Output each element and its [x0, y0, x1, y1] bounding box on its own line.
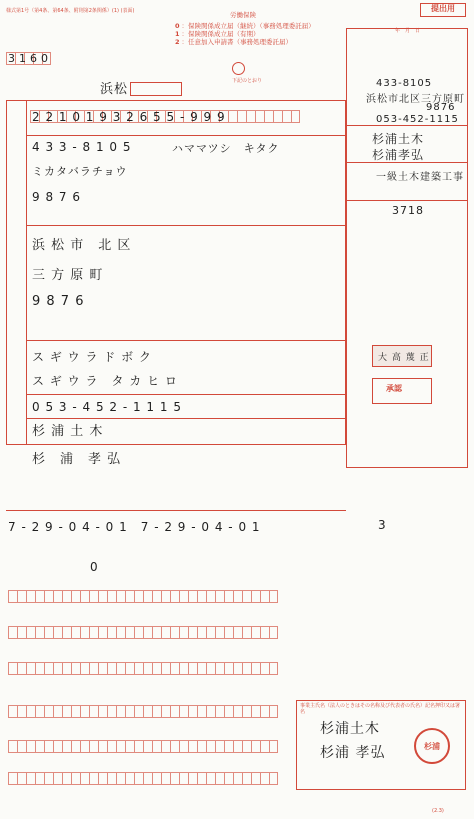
option-0: 0 ：保険関係成立届（継続）（事務処理委託届）: [175, 22, 315, 30]
empty-row-5: [8, 740, 278, 753]
option-2: 2 ：任意加入申請書（事務処理委託届）: [175, 38, 293, 46]
circle-mark: [232, 62, 245, 75]
date-row: 7 - 2 9 - 0 4 - 0 1 7 - 2 9 - 0 4 - 0 1: [8, 520, 261, 534]
approval-stamp-text: 承認: [386, 384, 402, 393]
name-person: 杉 浦 孝 弘: [32, 452, 122, 467]
phone-number: 0 5 3 - 4 5 2 - 1 1 1 5: [32, 400, 182, 414]
option-1: 1 ：保険関係成立届（有期）: [175, 30, 260, 38]
empty-row-6: [8, 772, 278, 785]
date-label: 年 月 日: [395, 28, 421, 34]
empty-row-3: [8, 662, 278, 675]
right-number: 9876: [426, 102, 456, 113]
approval-stamp: [372, 378, 432, 404]
digit-three: 3: [378, 518, 387, 532]
postal-code: 4 3 3 - 8 1 0 5: [32, 140, 132, 154]
address-town: 三 方 原 町: [32, 268, 104, 283]
empty-row-2: [8, 626, 278, 639]
right-person: 杉浦孝弘: [372, 148, 425, 162]
right-postal: 433-8105: [376, 78, 433, 89]
form-number: 様式第1号（第4条、第64条、附則第2条関係）(1) (表面): [6, 8, 135, 14]
empty-row-4: [8, 705, 278, 718]
owner-label: 事業主氏名（法人のときはその名称及び代表者の氏名）記名押印又は署名: [300, 703, 461, 715]
kana-town: ミカタバラチョウ: [32, 165, 128, 178]
digit-zero: 0: [90, 560, 99, 574]
owner-person: 杉浦 孝弘: [320, 745, 386, 761]
note-text: 下記のとおり: [232, 78, 263, 84]
right-business: 一級土木建築工事: [376, 172, 464, 183]
right-phone: 053-452-1115: [376, 114, 459, 125]
page-mark: (2.3): [432, 808, 444, 814]
office-stamp-box: [130, 82, 182, 96]
empty-row-1: [8, 590, 278, 603]
insurance-number: 2 2 1 0 1 9 3 2 6 5 5 - 9 9 9: [32, 110, 226, 124]
right-code: 3718: [392, 204, 424, 217]
personal-seal: 杉浦: [414, 728, 450, 764]
owner-company: 杉浦土木: [320, 721, 380, 737]
office-name: 浜松: [100, 82, 129, 97]
address-city: 浜 松 市 北 区: [32, 238, 132, 253]
kana-number: 9 8 7 6: [32, 190, 81, 204]
type-code: 3160: [8, 52, 52, 65]
right-company: 杉浦土木: [372, 132, 425, 146]
right-address: 浜松市北区三方原町: [366, 94, 465, 105]
name-company: 杉 浦 土 木: [32, 424, 104, 439]
name-kana-company: ス ギ ウ ラ ド ボ ク: [32, 350, 152, 364]
name-kana-person: ス ギ ウ ラ タ カ ヒ ロ: [32, 374, 178, 388]
insurance-label: 労働保険: [230, 11, 256, 19]
submit-copy-badge: 提出用: [420, 3, 466, 17]
stamp-company-name: 大 高 蔑 正: [378, 353, 430, 363]
address-number: 9 8 7 6: [32, 294, 85, 309]
form-type-options: [175, 22, 315, 46]
kana-area: ハママツシ キタク: [172, 142, 280, 155]
